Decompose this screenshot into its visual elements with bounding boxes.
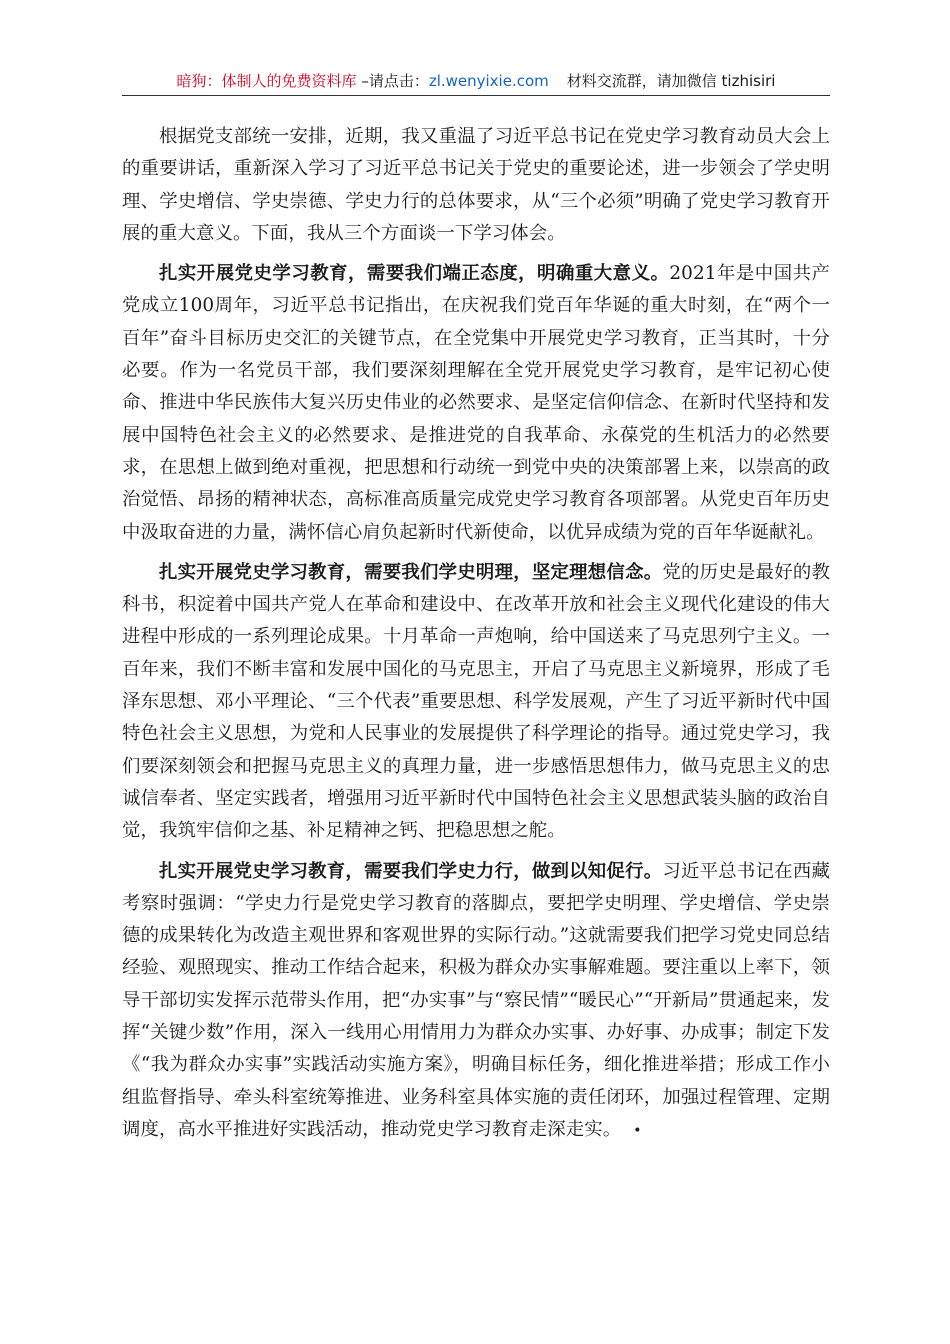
paragraph-lead: 扎实开展党史学习教育，需要我们学史力行，做到以知促行。 <box>159 860 663 882</box>
header-separator: –请点击： <box>356 72 429 90</box>
paragraph-intro <box>122 121 830 250</box>
header-brand: 暗狗：体制人的免费资料库 <box>176 72 357 90</box>
paragraph-text: 根据党支部统一安排，近期，我又重温了习近平总书记在党史学习教育动员大会上的重要讲话，重新深入学习了习近平总书记关于党史的重要论述，进一步领会了学史明理、学史增信、学史崇德、学史力行的总体要求，从“三个必须”明确了党史学习教育开展的重大意义。下面，我从三个方面谈一下学习体会。 <box>122 126 830 244</box>
paragraph-lead: 扎实开展党史学习教育，需要我们学史明理，坚定理想信念。 <box>159 561 663 583</box>
paragraph-ideals <box>122 557 830 848</box>
paragraph-action <box>122 856 830 1148</box>
header-divider <box>122 95 830 96</box>
paragraph-text: 党的历史是最好的教科书，积淀着中国共产党人在革命和建设中、在改革开放和社会主义现代化建设的伟大进程中形成的一系列理论成果。十月革命一声炮响，给中国送来了马克思列宁主义。一百年来，我们不断丰富和发展中国化的马克思主，开启了马克思主义新境界，形成了毛泽东思想、邓小平理论、“三个代表”重要思想、科学发展观，产生了习近平新时代中国特色社会主义思想，为党和人民事业的发展提供了科学理论的指导。通过党史学习，我们要深刻领会和把握马克思主义的真理力量，进一步感悟思想伟力，做马克思主义的忠诚信奉者、坚定实践者，增强用习近平新时代中国特色社会主义思想武装头脑的政治自觉，我筑牢信仰之基、补足精神之钙、把稳思想之舵。 <box>122 561 830 842</box>
page-header <box>122 70 830 92</box>
paragraph-text: 2021年是中国共产党成立100周年，习近平总书记指出，在庆祝我们党百年华诞的重大时刻，在“两个一百年”奋斗目标历史交汇的关键节点，在全党集中开展党史学习教育，正当其时，十分必要。作为一名党员干部，我们要深刻理解在全党开展党史学习教育，是牢记初心使命、推进中华民族伟大复兴历史伟业的必然要求、是坚定信仰信念、在新时代坚持和发展中国特色社会主义的必然要求、是推进党的自我革命、永葆党的生机活力的必然要求，在思想上做到绝对重视，把思想和行动统一到党中央的决策部署上来，以崇高的政治觉悟、昂扬的精神状态，高标准高质量完成党史学习教育各项部署。从党史百年历史中汲取奋进的力量，满怀信心肩负起新时代新使命，以优异成绩为党的百年华诞献礼。 <box>122 263 830 543</box>
header-contact: 材料交流群，请加微信 tizhisiri <box>566 72 776 90</box>
paragraph-lead: 扎实开展党史学习教育，需要我们端正态度，明确重大意义。 <box>159 263 670 285</box>
header-site-link[interactable]: zl.wenyixie.com <box>428 72 549 90</box>
document-body <box>122 121 830 1155</box>
paragraph-attitude <box>122 258 830 549</box>
trailing-bullet: • <box>633 1122 642 1139</box>
paragraph-text: 习近平总书记在西藏考察时强调：“学史力行是党史学习教育的落脚点，要把学史明理、学史增信、学史崇德的成果转化为改造主观世界和客观世界的实际行动。”这就需要我们把学习党史同总结经验、观照现实、推动工作结合起来，积极为群众办实事解难题。要注重以上率下，领导干部切实发挥示范带头作用，把“办实事”与“察民情”“暖民心”“开新局”贯通起来，发挥“关键少数”作用，深入一线用心用情用力为群众办实事、办好事、办成事；制定下发《“我为群众办实事”实践活动实施方案》，明确目标任务，细化推进举措；形成工作小组监督指导、牵头科室统筹推进、业务科室具体实施的责任闭环，加强过程管理、定期调度，高水平推进好实践活动，推动党史学习教育走深走实。 <box>122 860 830 1140</box>
